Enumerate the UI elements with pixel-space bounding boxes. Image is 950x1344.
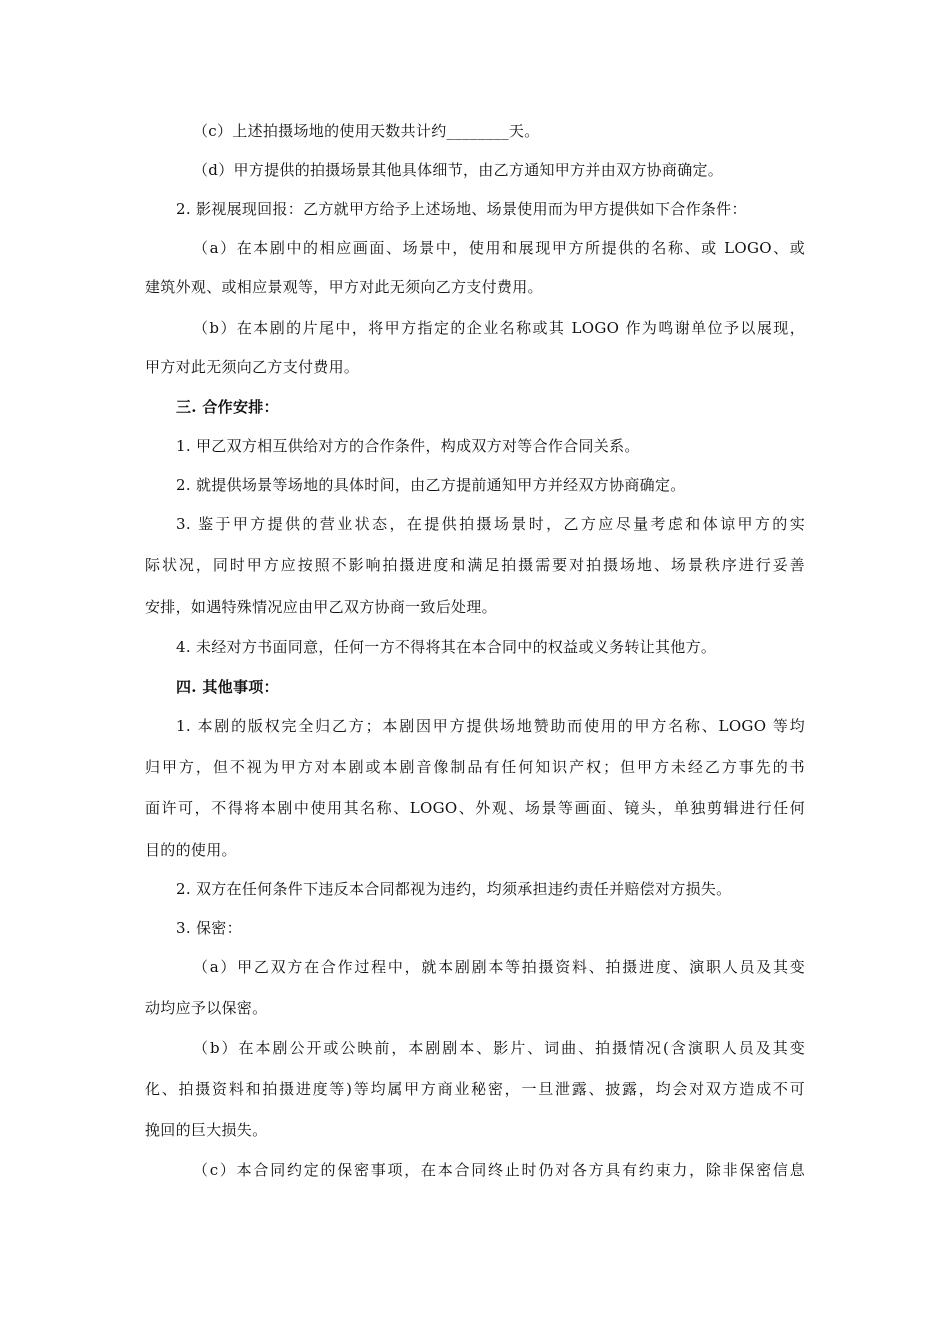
- section-three-item-3-line3: 安排，如遇特殊情况应由甲乙双方协商一致后处理。: [145, 598, 497, 616]
- clause-a-line1: （a）在本剧中的相应画面、场景中，使用和展现甲方所提供的名称、或 LOGO、或: [193, 239, 805, 257]
- section-three-item-3-line1: 3. 鉴于甲方提供的营业状态，在提供拍摄场景时，乙方应尽量考虑和体谅甲方的实: [176, 515, 805, 533]
- section-four-item-1-line4: 目的的使用。: [145, 841, 237, 859]
- section-three-item-3-line2: 际状况，同时甲方应按照不影响拍摄进度和满足拍摄需要对拍摄场地、场景秩序进行妥善: [145, 556, 805, 574]
- section-four-item-3: 3. 保密：: [176, 919, 242, 937]
- section-three-item-2: 2. 就提供场景等场地的具体时间，由乙方提前通知甲方并经双方协商确定。: [176, 476, 686, 494]
- confidential-b-line2: 化、拍摄资料和拍摄进度等)等均属甲方商业秘密，一旦泄露、披露，均会对双方造成不可: [145, 1080, 805, 1098]
- confidential-a-line2: 动均应予以保密。: [145, 999, 268, 1017]
- section-four-heading: 四. 其他事项：: [176, 678, 279, 696]
- confidential-c-line1: （c）本合同约定的保密事项，在本合同终止时仍对各方具有约束力，除非保密信息: [193, 1161, 805, 1179]
- clause-a-line2: 建筑外观、或相应景观等，甲方对此无须向乙方支付费用。: [145, 278, 543, 296]
- confidential-b-line1: （b）在本剧公开或公映前，本剧剧本、影片、词曲、拍摄情况(含演职人员及其变: [193, 1039, 805, 1057]
- clause-c-days: （c）上述拍摄场地的使用天数共计约________天。: [193, 122, 540, 140]
- clause-b-line1: （b）在本剧的片尾中，将甲方指定的企业名称或其 LOGO 作为鸣谢单位予以展现，: [193, 319, 805, 337]
- clause-b-line2: 甲方对此无须向乙方支付费用。: [145, 358, 360, 376]
- section-four-item-2: 2. 双方在任何条件下违反本合同都视为违约，均须承担违约责任并赔偿对方损失。: [176, 880, 732, 898]
- clause-2-return: 2. 影视展现回报：乙方就甲方给予上述场地、场景使用而为甲方提供如下合作条件：: [176, 200, 747, 218]
- section-three-heading: 三. 合作安排：: [176, 398, 279, 416]
- confidential-b-line3: 挽回的巨大损失。: [145, 1121, 268, 1139]
- section-four-item-1-line3: 面许可，不得将本剧中使用其名称、LOGO、外观、场景等画面、镜头，单独剪辑进行任何: [145, 799, 805, 817]
- section-four-item-1-line2: 归甲方，但不视为甲方对本剧或本剧音像制品有任何知识产权；但甲方未经乙方事先的书: [145, 758, 805, 776]
- section-four-item-1-line1: 1. 本剧的版权完全归乙方；本剧因甲方提供场地赞助而使用的甲方名称、LOGO 等均: [176, 717, 805, 735]
- clause-d-details: （d）甲方提供的拍摄场景其他具体细节，由乙方通知甲方并由双方协商确定。: [193, 161, 724, 179]
- section-three-item-4: 4. 未经对方书面同意，任何一方不得将其在本合同中的权益或义务转让其他方。: [176, 638, 717, 656]
- section-three-item-1: 1. 甲乙双方相互供给对方的合作条件，构成双方对等合作合同关系。: [176, 437, 640, 455]
- confidential-a-line1: （a）甲乙双方在合作过程中，就本剧剧本等拍摄资料、拍摄进度、演职人员及其变: [193, 958, 805, 976]
